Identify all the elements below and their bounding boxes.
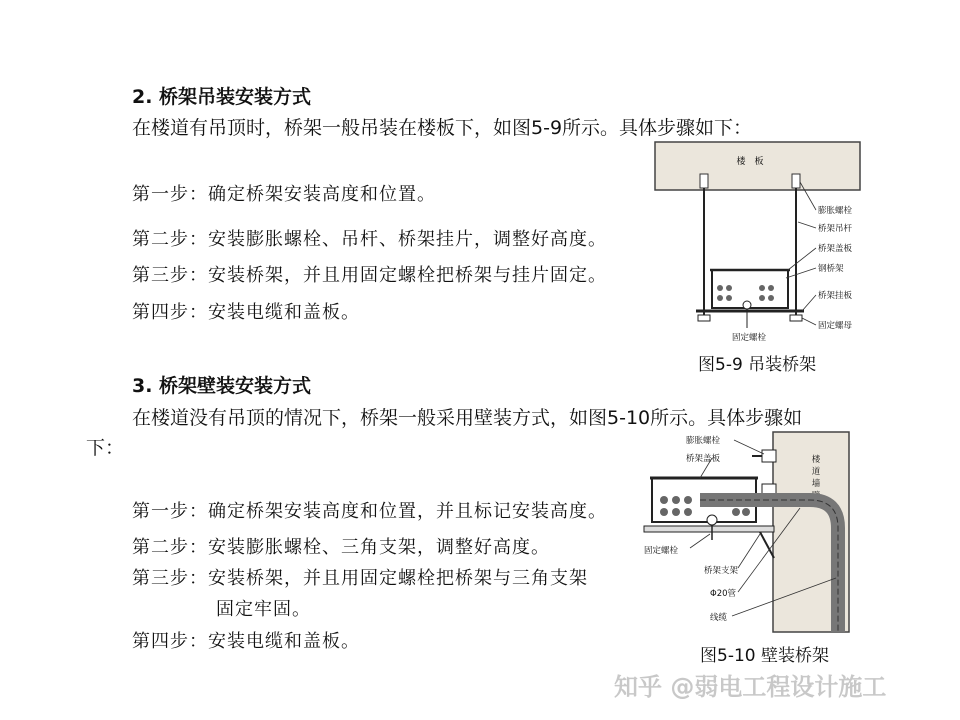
section-3-heading: 3. 桥架壁装安装方式: [132, 375, 312, 397]
section-2-step-4: 第四步：安装电缆和盖板。: [132, 302, 360, 323]
section-3-step-3: 第三步：安装桥架，并且用固定螺栓把桥架与三角支架: [132, 568, 588, 589]
label-fixing-nut: 固定螺母: [818, 321, 853, 331]
section-3-step-1: 第一步：确定桥架安装高度和位置，并且标记安装高度。: [132, 501, 607, 522]
section-2-heading: 2. 桥架吊装安装方式: [132, 86, 312, 108]
section-2-intro: 在楼道有吊顶时，桥架一般吊装在楼板下，如图5-9所示。具体步骤如下：: [132, 117, 753, 139]
section-3-intro-line-2: 下：: [86, 437, 125, 459]
fixing-nut-right: [790, 315, 802, 321]
slab-label: 楼 板: [736, 157, 764, 167]
label-steel-tray: 钢桥架: [818, 264, 844, 274]
wall-label-1: 楼: [811, 455, 821, 465]
section-3-step-2: 第二步：安装膨胀螺栓、三角支架，调整好高度。: [132, 537, 550, 558]
wall-label-tray-cover: 桥架盖板: [686, 454, 721, 464]
label-tray-cover: 桥架盖板: [818, 244, 853, 254]
figure-5-10-caption: 图5-10 壁装桥架: [700, 646, 829, 666]
wall-label-cable: 线缆: [710, 613, 728, 623]
fixing-bolt-wall: [707, 515, 717, 525]
wall-label-2: 道: [811, 467, 821, 477]
watermark: 知乎 @弱电工程设计施工: [614, 673, 887, 701]
label-hanger-plate: 桥架挂板: [818, 291, 853, 301]
wall-label-bracket: 桥架支架: [704, 566, 739, 576]
triangular-bracket: [644, 526, 774, 532]
section-2-step-2: 第二步：安装膨胀螺栓、吊杆、桥架挂片，调整好高度。: [132, 229, 607, 250]
label-expansion-bolt: 膨胀螺栓: [818, 206, 853, 216]
label-fixing-bolt: 固定螺栓: [732, 333, 767, 343]
wall-label-4: 壁: [811, 491, 821, 501]
expansion-bolt-top: [762, 450, 776, 462]
bracket-brace: [760, 532, 774, 558]
expansion-bolt-left: [700, 174, 708, 188]
wall-label-pipe: Φ20管: [710, 589, 737, 599]
section-3-step-3-cont: 固定牢固。: [216, 599, 311, 620]
section-3-intro-line-1: 在楼道没有吊顶的情况下，桥架一般采用壁装方式，如图5-10所示。具体步骤如: [132, 407, 803, 429]
section-3-step-4: 第四步：安装电缆和盖板。: [132, 631, 360, 652]
wall-label-expansion-bolt: 膨胀螺栓: [686, 436, 721, 446]
section-2-step-1: 第一步：确定桥架安装高度和位置。: [132, 184, 436, 205]
wall-label-fixing-bolt: 固定螺栓: [644, 546, 679, 556]
label-hanger-rod: 桥架吊杆: [818, 224, 853, 234]
leader-lines: [786, 182, 816, 325]
figure-5-10-diagram: [640, 428, 870, 640]
figure-5-9-diagram: [650, 138, 866, 344]
fixing-bolt: [743, 301, 751, 309]
expansion-bolt-right: [792, 174, 800, 188]
section-2-step-3: 第三步：安装桥架，并且用固定螺栓把桥架与挂片固定。: [132, 265, 607, 286]
wall-label-3: 墙: [811, 479, 821, 489]
fixing-nut-left: [698, 315, 710, 321]
figure-5-9-caption: 图5-9 吊装桥架: [698, 355, 817, 375]
